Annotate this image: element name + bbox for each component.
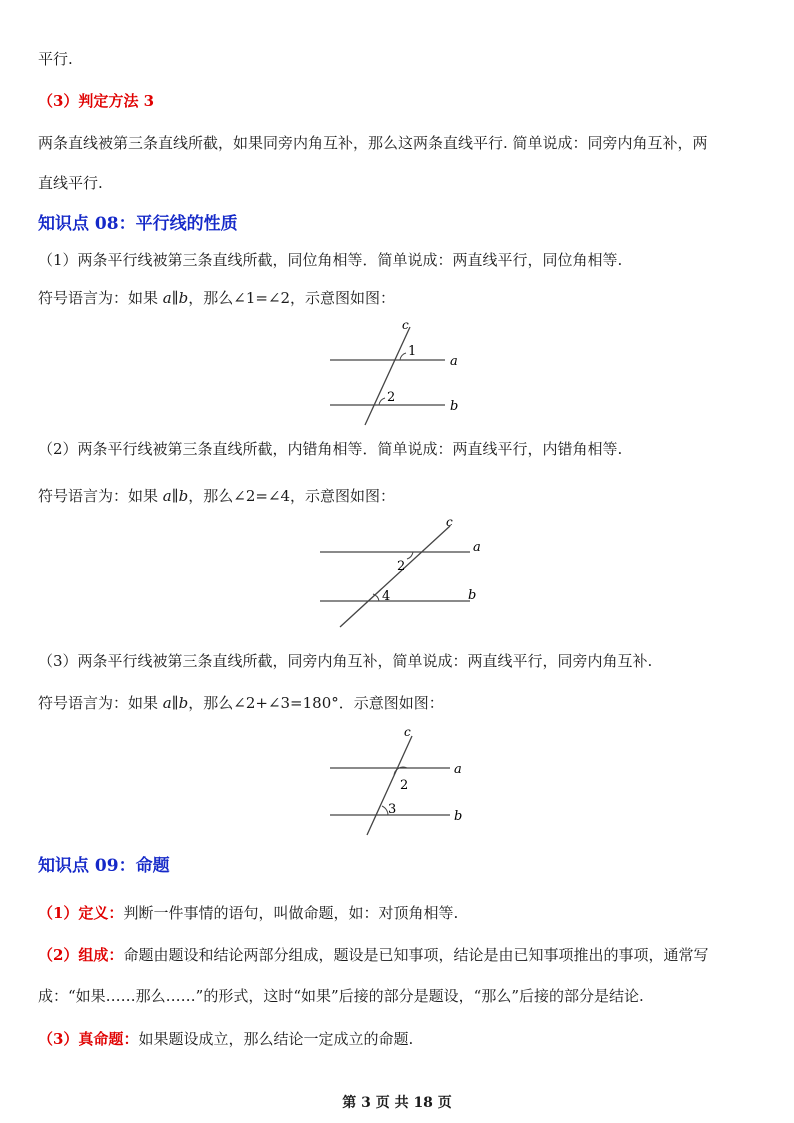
composition-label: （2）组成：: [38, 946, 124, 964]
symbol-relation: a∥b: [162, 289, 189, 307]
paragraph-tail: 平行.: [38, 50, 73, 68]
k08-title: 知识点 08：平行线的性质: [38, 214, 238, 234]
angle-4: 4: [382, 589, 391, 604]
k09-composition: [38, 944, 708, 965]
symbol-suffix: ，那么∠2=∠4，示意图如图：: [188, 487, 396, 505]
k08-p3: （3）两条平行线被第三条直线所截，同旁内角互补，简单说成：两直线平行，同旁内角互补.: [38, 652, 653, 670]
definition-text: 判断一件事情的语句，叫做命题，如：对顶角相等.: [123, 904, 459, 922]
k08-symbol1: [38, 287, 395, 308]
angle-2: 2: [397, 559, 406, 574]
k09-composition-line2: 成：“如果……那么……”的形式，这时“如果”后接的部分是题设，“那么”后接的部分是结论.: [38, 987, 644, 1005]
symbol-prefix: 符号语言为：如果: [38, 289, 163, 307]
symbol-suffix: ，那么∠2+∠3=180°．示意图如图：: [188, 694, 444, 712]
label-b: b: [454, 809, 463, 824]
label-a: a: [450, 354, 458, 369]
k08-p2: （2）两条平行线被第三条直线所截，内错角相等．简单说成：两直线平行，内错角相等.: [38, 440, 623, 458]
method3-body-line2: 直线平行.: [38, 174, 103, 192]
figure-corresponding-angles: [320, 315, 480, 430]
angle-3: 3: [388, 802, 397, 817]
label-a: a: [454, 762, 462, 777]
figure-interior-angles: [320, 722, 480, 837]
k08-symbol3: [38, 692, 444, 713]
composition-text: 命题由题设和结论两部分组成，题设是已知事项，结论是由已知事项推出的事项，通常写: [123, 946, 709, 964]
true-proposition-label: （3）真命题：: [38, 1030, 139, 1048]
label-a: a: [473, 540, 481, 555]
figure-alternate-angles: [310, 512, 500, 632]
symbol-suffix: ，那么∠1=∠2，示意图如图：: [188, 289, 396, 307]
k08-symbol2: [38, 485, 395, 506]
k09-title: 知识点 09：命题: [38, 856, 170, 876]
label-b: b: [450, 399, 459, 414]
angle-2: 2: [400, 778, 409, 793]
k09-true-proposition: [38, 1028, 413, 1049]
angle-2: 2: [387, 390, 396, 405]
symbol-relation: a∥b: [162, 487, 189, 505]
label-c: c: [402, 318, 409, 332]
true-proposition-text: 如果题设成立，那么结论一定成立的命题.: [138, 1030, 414, 1048]
k08-p1: （1）两条平行线被第三条直线所截，同位角相等．简单说成：两直线平行，同位角相等.: [38, 251, 623, 269]
label-c: c: [404, 725, 411, 739]
definition-label: （1）定义：: [38, 904, 124, 922]
method3-body-line1: 两条直线被第三条直线所截，如果同旁内角互补，那么这两条直线平行. 简单说成：同旁内角互补，两: [38, 134, 708, 152]
label-b: b: [468, 588, 477, 603]
method3-heading: （3）判定方法 3: [38, 92, 155, 110]
page-footer: 第 3 页 共 18 页: [342, 1095, 452, 1111]
symbol-prefix: 符号语言为：如果: [38, 487, 163, 505]
label-c: c: [446, 515, 453, 529]
angle-1: 1: [408, 344, 417, 359]
symbol-prefix: 符号语言为：如果: [38, 694, 163, 712]
symbol-relation: a∥b: [162, 694, 189, 712]
k09-definition: [38, 902, 458, 923]
